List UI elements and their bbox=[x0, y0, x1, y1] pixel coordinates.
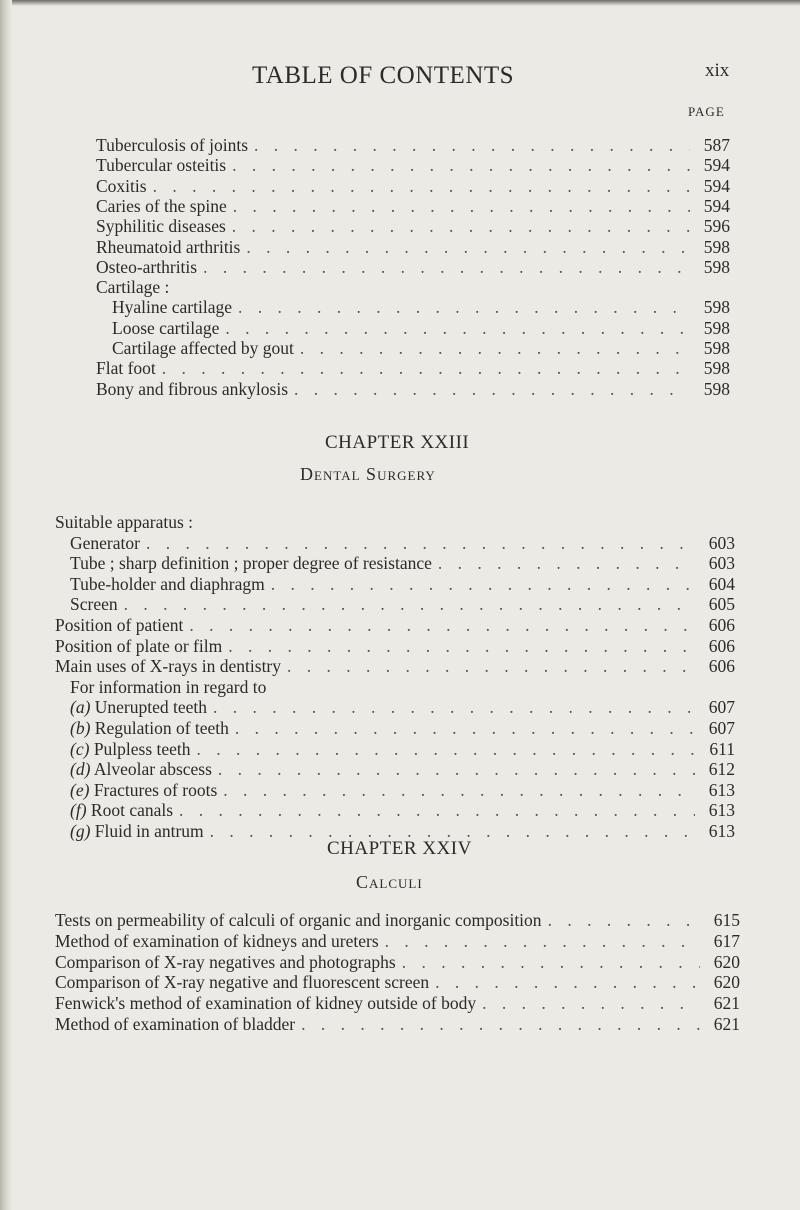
leader-dots bbox=[153, 176, 690, 197]
leader-dots bbox=[218, 759, 695, 780]
toc-entry-page-number: 604 bbox=[708, 573, 735, 594]
toc-entry-loose-cartilage bbox=[112, 318, 730, 340]
toc-entry-flat-foot bbox=[96, 358, 730, 380]
toc-entry-text: For information in regard to bbox=[70, 676, 267, 697]
toc-entry-page-number: 613 bbox=[708, 779, 735, 800]
toc-entry-page-number: 613 bbox=[708, 821, 735, 841]
toc-entry-letter: (b) bbox=[70, 718, 91, 738]
toc-entry-root-canals bbox=[70, 800, 735, 822]
leader-dots bbox=[246, 237, 690, 258]
toc-entry-letter: (e) bbox=[70, 779, 90, 800]
toc-entry-letter: (d) bbox=[70, 759, 91, 780]
leader-dots bbox=[402, 952, 700, 973]
toc-entry-text: Tubercular osteitis bbox=[96, 155, 227, 176]
toc-entry-tube-holder-and-diaphragm bbox=[70, 574, 735, 596]
toc-entry-text: Cartilage : bbox=[96, 277, 170, 298]
toc-entry-text bbox=[70, 718, 229, 739]
toc-entry-main-uses-of-x-rays-in-dentistry bbox=[55, 656, 735, 678]
leader-dots bbox=[300, 338, 690, 359]
toc-entry-page-number: 598 bbox=[703, 338, 730, 358]
toc-entry-page-number: 621 bbox=[713, 993, 740, 1014]
toc-entry-label: Unerupted teeth bbox=[94, 697, 208, 718]
toc-entry-page-number: 594 bbox=[703, 195, 730, 216]
toc-entry-text: Comparison of X-ray negatives and photographs bbox=[55, 951, 396, 972]
leader-dots bbox=[438, 553, 695, 574]
toc-entry-text: Tube-holder and diaphragm bbox=[70, 573, 265, 594]
toc-entry-page-number: 603 bbox=[708, 532, 735, 553]
toc-entry-page-number: 598 bbox=[703, 378, 730, 399]
toc-entry-text: Hyaline cartilage bbox=[112, 297, 233, 318]
chapter-xxiv-title: Calculi bbox=[356, 872, 423, 892]
toc-entry-text: Tuberculosis of joints bbox=[96, 135, 249, 155]
toc-entry-regulation-of-teeth bbox=[70, 718, 735, 740]
leader-dots bbox=[233, 196, 690, 217]
toc-entry-page-number: 606 bbox=[708, 635, 735, 656]
toc-entry-alveolar-abscess bbox=[70, 759, 735, 781]
toc-entry-page-number: 613 bbox=[708, 800, 735, 821]
toc-entry-tube-sharp-definition-proper-degree-of-r bbox=[70, 553, 735, 575]
page-column-label: PAGE bbox=[688, 104, 725, 119]
chapter-xxiii-title: Dental Surgery bbox=[300, 464, 436, 484]
toc-entry-label: Fluid in antrum bbox=[94, 821, 204, 841]
toc-entry-page-number: 598 bbox=[703, 317, 730, 338]
leader-dots bbox=[223, 780, 695, 801]
toc-entry-page-number: 598 bbox=[703, 358, 730, 379]
chapter-xxiv-heading: CHAPTER XXIV bbox=[327, 838, 472, 859]
leader-dots bbox=[213, 697, 695, 718]
toc-entry-page-number: 606 bbox=[708, 615, 735, 635]
toc-entry-text: Generator bbox=[70, 532, 140, 553]
toc-entry-text bbox=[70, 800, 173, 821]
leader-dots bbox=[294, 379, 690, 400]
toc-entry-for-information-in-regard-to bbox=[70, 677, 735, 699]
toc-entry-page-number: 605 bbox=[708, 594, 735, 615]
toc-entry-generator bbox=[70, 533, 735, 555]
toc-entry-text bbox=[70, 821, 204, 842]
toc-entry-position-of-patient bbox=[55, 615, 735, 637]
toc-entry-page-number: 594 bbox=[703, 175, 730, 196]
toc-entry-position-of-plate-or-film bbox=[55, 636, 735, 658]
toc-entry-text: Rheumatoid arthritis bbox=[96, 236, 241, 257]
toc-entry-text: Position of plate or film bbox=[55, 635, 223, 656]
toc-entry-fractures-of-roots bbox=[70, 780, 735, 802]
toc-entry-page-number: 620 bbox=[713, 951, 740, 972]
toc-entry-screen bbox=[70, 594, 735, 616]
chapter-xxiii-heading: CHAPTER XXIII bbox=[325, 432, 470, 453]
toc-entry-text bbox=[70, 780, 217, 801]
leader-dots bbox=[228, 636, 695, 657]
toc-entry-text: Tube ; sharp definition ; proper degree of resistance bbox=[70, 553, 432, 574]
toc-entry-page-number: 607 bbox=[708, 697, 735, 718]
toc-entry-hyaline-cartilage bbox=[112, 297, 730, 319]
toc-entry-text: Comparison of X-ray negative and fluorescent screen bbox=[55, 972, 430, 993]
leader-dots bbox=[203, 257, 690, 278]
toc-entry-pulpless-teeth bbox=[70, 739, 735, 761]
leader-dots bbox=[435, 972, 700, 993]
toc-entry-letter: (c) bbox=[70, 738, 90, 759]
toc-entry-letter: (f) bbox=[70, 800, 87, 821]
toc-entry-page-number: 594 bbox=[703, 155, 730, 176]
toc-entry-page-number: 611 bbox=[709, 738, 735, 759]
leader-dots bbox=[189, 615, 695, 636]
toc-entry-text: Loose cartilage bbox=[112, 317, 220, 338]
toc-entry-cartilage bbox=[96, 277, 730, 299]
toc-entry-text: Osteo-arthritis bbox=[96, 256, 198, 277]
toc-entry-suitable-apparatus bbox=[55, 512, 735, 534]
toc-entry-letter: (a) bbox=[70, 697, 91, 718]
toc-entry-text: Position of patient bbox=[55, 615, 184, 635]
toc-entry-page-number: 587 bbox=[703, 135, 730, 155]
toc-entry-text: Flat foot bbox=[96, 358, 156, 379]
toc-entry-label: Fractures of roots bbox=[93, 779, 218, 800]
toc-entry-caries-of-the-spine bbox=[96, 196, 730, 218]
toc-entry-fenwick-s-method-of-examination-of-kidne bbox=[55, 993, 740, 1015]
toc-entry-text bbox=[70, 759, 212, 780]
toc-entry-rheumatoid-arthritis bbox=[96, 237, 730, 259]
toc-entry-unerupted-teeth bbox=[70, 697, 735, 719]
toc-entry-text: Cartilage affected by gout bbox=[112, 338, 294, 358]
toc-entry-letter: (g) bbox=[70, 821, 91, 841]
toc-entry-page-number: 598 bbox=[703, 236, 730, 257]
leader-dots bbox=[385, 931, 700, 952]
toc-entry-tubercular-osteitis bbox=[96, 155, 730, 177]
toc-entry-tuberculosis-of-joints bbox=[96, 135, 730, 157]
toc-entry-text: Coxitis bbox=[96, 175, 147, 196]
toc-entry-coxitis bbox=[96, 176, 730, 198]
toc-entry-method-of-examination-of-bladder bbox=[55, 1014, 740, 1036]
toc-entry-text: Caries of the spine bbox=[96, 195, 227, 216]
toc-entry-text: Method of examination of kidneys and ureters bbox=[55, 930, 379, 951]
toc-entry-bony-and-fibrous-ankylosis bbox=[96, 379, 730, 401]
toc-entry-text: Syphilitic diseases bbox=[96, 216, 226, 237]
leader-dots bbox=[287, 656, 695, 677]
toc-entry-text: Fenwick's method of examination of kidney outside of body bbox=[55, 993, 477, 1014]
toc-entry-method-of-examination-of-kidneys-and-ure bbox=[55, 931, 740, 953]
toc-entry-syphilitic-diseases bbox=[96, 216, 730, 238]
toc-entry-comparison-of-x-ray-negative-and-fluores bbox=[55, 972, 740, 994]
toc-entry-text: Bony and fibrous ankylosis bbox=[96, 378, 289, 399]
toc-entry-page-number: 615 bbox=[713, 910, 740, 930]
toc-entry-text bbox=[70, 739, 191, 760]
toc-entry-comparison-of-x-ray-negatives-and-photog bbox=[55, 952, 740, 974]
leader-dots bbox=[301, 1014, 700, 1035]
toc-entry-tests-on-permeability-of-calculi-of-orga bbox=[55, 910, 740, 932]
leader-dots bbox=[482, 993, 700, 1014]
leader-dots bbox=[271, 574, 695, 595]
page-binding-edge bbox=[0, 0, 12, 1210]
toc-entry-osteo-arthritis bbox=[96, 257, 730, 279]
toc-entry-page-number: 603 bbox=[708, 553, 735, 574]
leader-dots bbox=[225, 318, 690, 339]
toc-entry-label: Regulation of teeth bbox=[94, 718, 229, 738]
leader-dots bbox=[179, 800, 695, 821]
toc-entry-cartilage-affected-by-gout bbox=[112, 338, 730, 360]
leader-dots bbox=[548, 910, 700, 931]
leader-dots bbox=[232, 216, 690, 237]
toc-entry-text: Method of examination of bladder bbox=[55, 1014, 296, 1034]
leader-dots bbox=[197, 739, 695, 760]
toc-entry-page-number: 612 bbox=[708, 759, 735, 780]
toc-entry-page-number: 598 bbox=[703, 297, 730, 318]
toc-entry-text: Main uses of X-rays in dentistry bbox=[55, 656, 282, 677]
toc-entry-text: Suitable apparatus : bbox=[55, 512, 194, 532]
running-head-page-number: xix bbox=[705, 60, 730, 81]
toc-entry-text: Tests on permeability of calculi of organic and inorganic composition bbox=[55, 910, 542, 930]
leader-dots bbox=[124, 594, 695, 615]
toc-entry-page-number: 596 bbox=[703, 216, 730, 237]
toc-entry-page-number: 607 bbox=[708, 718, 735, 738]
toc-entry-page-number: 620 bbox=[713, 972, 740, 993]
leader-dots bbox=[235, 718, 695, 739]
leader-dots bbox=[254, 135, 690, 156]
page-top-edge bbox=[0, 0, 800, 6]
toc-entry-page-number: 598 bbox=[703, 256, 730, 277]
toc-entry-label: Root canals bbox=[90, 800, 174, 821]
toc-entry-label: Pulpless teeth bbox=[93, 738, 191, 759]
toc-entry-text: Screen bbox=[70, 594, 118, 615]
leader-dots bbox=[238, 297, 690, 318]
toc-entry-page-number: 606 bbox=[708, 656, 735, 677]
toc-entry-page-number: 617 bbox=[713, 930, 740, 951]
running-head-title: TABLE OF CONTENTS bbox=[252, 62, 515, 89]
leader-dots bbox=[162, 358, 690, 379]
leader-dots bbox=[146, 533, 695, 554]
toc-entry-label: Alveolar abscess bbox=[93, 759, 212, 780]
toc-entry-page-number: 621 bbox=[713, 1014, 740, 1034]
leader-dots bbox=[232, 155, 690, 176]
toc-entry-text bbox=[70, 697, 207, 718]
